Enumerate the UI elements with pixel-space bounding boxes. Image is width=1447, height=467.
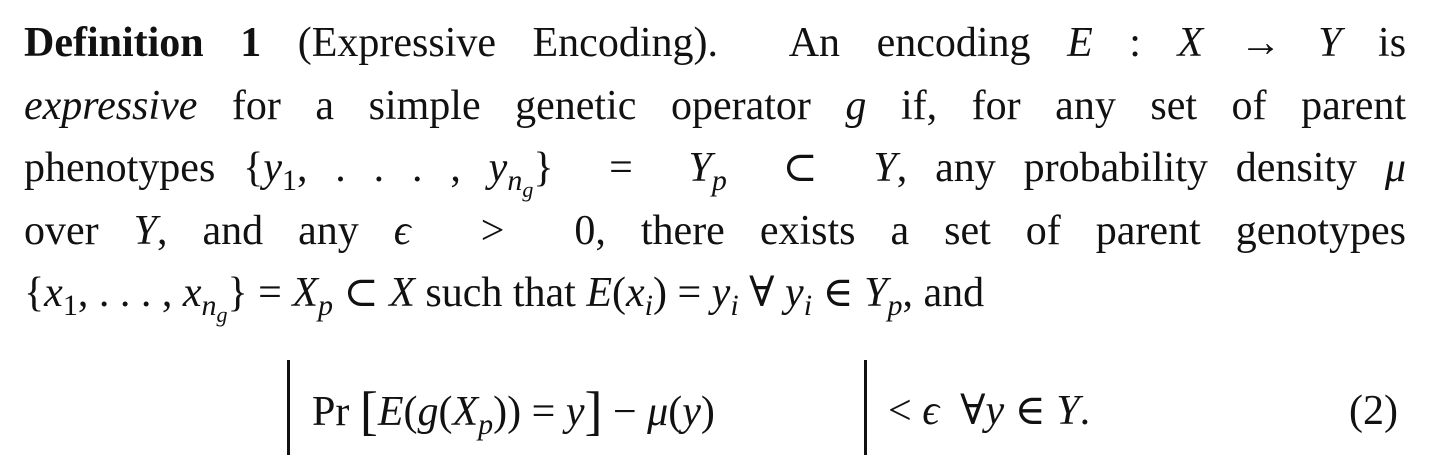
text-fragment: phenotypes <box>24 145 216 191</box>
text-fragment: is <box>1378 20 1407 66</box>
equation-lhs: Pr $[E(g(X_p)) = y] - \mu(y)$ <box>312 381 715 441</box>
text-fragment: such that <box>425 270 576 316</box>
text-fragment: An encoding <box>788 20 1031 66</box>
text-fragment: , and any <box>157 207 359 254</box>
abs-bar-left <box>287 360 290 455</box>
math-mapping-condition: $E(x_i) = y_i$ ∀ $y_i$ ∈ $Y_p$ <box>586 270 903 322</box>
text-fragment: for a simple genetic operator <box>231 82 811 129</box>
math-space-y: Y <box>133 207 157 254</box>
math-density-mu: μ <box>1384 145 1406 191</box>
text-fragment: , any probability density <box>896 145 1358 191</box>
math-encoding-map: E : X → Y <box>1067 20 1342 66</box>
math-operator-g: g <box>845 82 867 129</box>
definition-paragraph <box>24 12 1406 325</box>
definition-line-2 <box>24 75 1406 138</box>
definition-name: (Expressive Encoding). <box>297 20 718 66</box>
definition-line-3 <box>24 137 1406 200</box>
equation-rhs: < ϵ ∀y ∈ Y. <box>888 388 1091 434</box>
text-fragment: if, for any set of parent <box>900 82 1407 129</box>
definition-line-4 <box>24 200 1406 263</box>
definition-line-5 <box>24 262 1406 325</box>
text-fragment: , there exists a set of parent genotypes <box>595 207 1406 254</box>
abs-bar-right <box>864 360 867 455</box>
text-fragment: over <box>24 207 99 254</box>
display-equation <box>0 360 1447 455</box>
definition-label: Definition 1 <box>24 20 262 66</box>
math-parent-phenotypes: {$y_1$, . . . , $y_{n_g}\} = Y_p$ ⊂ Y <box>243 145 897 202</box>
emphasis-expressive: expressive <box>24 82 198 129</box>
equation-number: (2) <box>1349 388 1398 434</box>
text-fragment: , and <box>902 270 985 316</box>
math-parent-genotypes: {$x_1$, . . . , $x_{n_g}\} = X_p$ ⊂ X <box>24 270 415 327</box>
definition-line-1 <box>24 12 1406 75</box>
math-epsilon-condition: ϵ > 0 <box>393 207 596 254</box>
